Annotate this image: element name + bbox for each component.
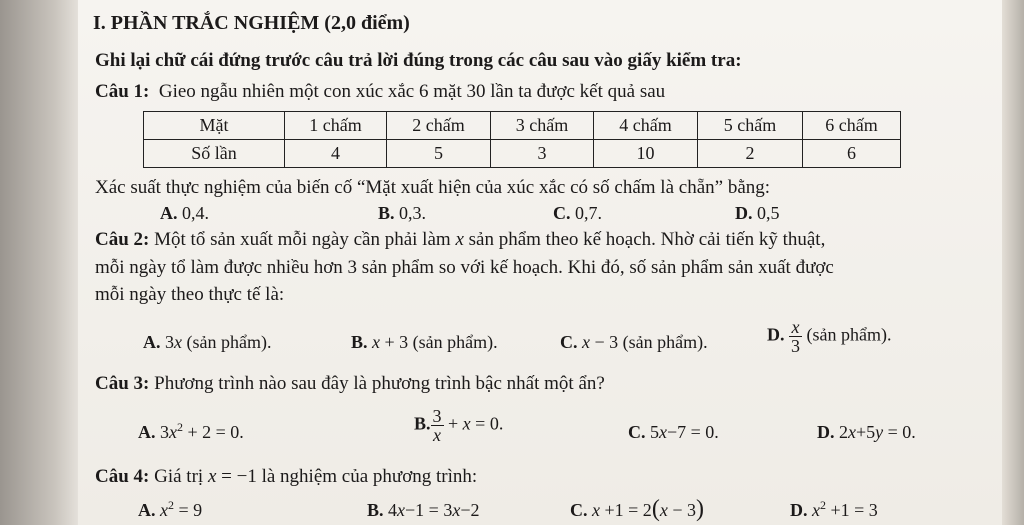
photo-edge-right xyxy=(1002,0,1024,525)
math-exponent: 2 xyxy=(177,420,183,434)
table-row xyxy=(144,140,901,168)
q1-option-b xyxy=(378,202,426,224)
option-letter: D. xyxy=(767,324,785,345)
option-unit: (sản phẩm). xyxy=(806,324,892,345)
math-var: x xyxy=(582,332,590,352)
math-var: x xyxy=(455,229,464,250)
math-expr: +5 xyxy=(856,422,876,442)
table-cell: 4 chấm xyxy=(594,112,698,140)
math-op: + xyxy=(448,413,459,434)
fraction xyxy=(789,318,802,355)
instruction-text: Ghi lại chữ cái đứng trước câu trả lời đúng trong các câu sau vào giấy kiểm tra: xyxy=(95,50,742,71)
question-4-label: Câu 4: xyxy=(95,466,150,487)
math-var: y xyxy=(875,422,884,442)
option-unit: (sản phẩm). xyxy=(622,332,708,352)
table-cell: 2 xyxy=(698,140,803,168)
q4-option-c xyxy=(570,496,704,522)
dice-results-table xyxy=(143,111,901,168)
math-exponent: 2 xyxy=(168,498,174,512)
math-expr: + 2 = 0. xyxy=(187,422,244,442)
fraction-numerator: x xyxy=(789,318,802,337)
math-num: 5 xyxy=(650,422,659,442)
q3-option-c xyxy=(628,421,719,443)
math-expr: −2 xyxy=(460,500,480,520)
question-4 xyxy=(95,466,477,488)
table-header-row xyxy=(144,112,901,140)
question-2-line-1 xyxy=(95,229,825,251)
option-text: 0,5 xyxy=(757,203,780,223)
math-expr: −1 = 3 xyxy=(405,500,453,520)
question-2-line-3: mỗi ngày theo thực tế là: xyxy=(95,284,285,305)
math-expr: = −1 xyxy=(221,466,257,487)
q3-option-d xyxy=(817,421,916,443)
question-2-label: Câu 2: xyxy=(95,229,150,250)
math-num: 3 xyxy=(165,332,174,352)
option-letter: C. xyxy=(553,203,571,223)
q2-option-d xyxy=(767,318,891,355)
math-expr: = 9 xyxy=(178,500,203,520)
math-expr: = 0. xyxy=(887,422,916,442)
option-letter: D. xyxy=(790,500,808,520)
math-paren: ( xyxy=(651,496,660,522)
option-letter: B. xyxy=(367,500,384,520)
question-3-text: Phương trình nào sau đây là phương trình bậc nhất một ẩn? xyxy=(154,373,605,394)
table-cell: 3 xyxy=(491,140,594,168)
math-expr: − 3 xyxy=(672,500,696,520)
photo-edge-left xyxy=(0,0,78,525)
question-1-text: Gieo ngẫu nhiên một con xúc xắc 6 mặt 30 lần ta được kết quả sau xyxy=(158,81,666,102)
fraction-numerator: 3 xyxy=(432,406,442,426)
q4-option-b xyxy=(367,499,479,521)
option-letter: A. xyxy=(160,203,178,223)
math-expr: −7 = 0. xyxy=(667,422,719,442)
section-title: I. PHẦN TRẮC NGHIỆM (2,0 điểm) xyxy=(93,12,410,34)
q1-option-a xyxy=(160,202,209,224)
math-num: 4 xyxy=(388,500,398,520)
fraction-denominator: 3 xyxy=(791,336,800,356)
question-3 xyxy=(95,373,605,395)
fraction xyxy=(431,407,444,444)
math-var: x xyxy=(592,500,600,520)
math-var: x xyxy=(397,500,406,520)
math-var: x xyxy=(462,413,471,434)
table-cell: 6 chấm xyxy=(803,112,901,140)
question-2-text: sản phẩm theo kế hoạch. Nhờ cải tiến kỹ thuật, xyxy=(468,229,826,250)
question-1-label: Câu 1: xyxy=(95,81,150,102)
math-var: x xyxy=(452,500,461,520)
table-cell: 4 xyxy=(285,140,387,168)
q4-option-d xyxy=(790,499,878,521)
math-var: x xyxy=(174,332,182,352)
math-expr: +1 = 2 xyxy=(604,500,652,520)
question-3-label: Câu 3: xyxy=(95,373,150,394)
option-letter: C. xyxy=(560,332,578,352)
table-cell: 1 chấm xyxy=(285,112,387,140)
math-var: x xyxy=(812,500,820,520)
math-var: x xyxy=(207,466,217,487)
option-letter: C. xyxy=(628,422,646,442)
q3-option-b xyxy=(414,407,503,444)
q2-option-c xyxy=(560,331,708,353)
table-cell: 10 xyxy=(594,140,698,168)
option-letter: B. xyxy=(378,203,395,223)
math-num: 2 xyxy=(839,422,848,442)
question-2-line-2: mỗi ngày tổ làm được nhiều hơn 3 sản phẩm so với kế hoạch. Khi đó, số sản phẩm sản xuất được xyxy=(95,257,834,278)
option-letter: B. xyxy=(351,332,368,352)
math-op: + 3 xyxy=(384,332,409,352)
math-paren: ) xyxy=(695,496,704,522)
q1-option-d xyxy=(735,202,780,224)
option-text: 0,4. xyxy=(182,203,209,223)
math-var: x xyxy=(659,422,667,442)
math-var: x xyxy=(848,422,856,442)
option-letter: A. xyxy=(138,422,156,442)
table-cell: 5 xyxy=(387,140,491,168)
math-exponent: 2 xyxy=(820,498,826,512)
option-letter: A. xyxy=(143,332,161,352)
math-var: x xyxy=(659,500,668,520)
fraction-denominator: x xyxy=(433,425,442,445)
question-2-text: Một tổ sản xuất mỗi ngày cần phải làm xyxy=(154,229,451,250)
option-letter: D. xyxy=(735,203,753,223)
q4-option-a xyxy=(138,499,202,521)
table-cell: 6 xyxy=(803,140,901,168)
question-1 xyxy=(95,81,665,103)
table-cell: 5 chấm xyxy=(698,112,803,140)
option-letter: A. xyxy=(138,500,156,520)
table-cell: Mặt xyxy=(144,112,285,140)
question-4-text: Giá trị xyxy=(154,466,204,487)
question-4-text: là nghiệm của phương trình: xyxy=(261,466,478,487)
option-text: 0,7. xyxy=(575,203,602,223)
q2-option-a xyxy=(143,331,271,353)
table-cell: Số lần xyxy=(144,140,285,168)
option-text: 0,3. xyxy=(399,203,427,223)
math-var: x xyxy=(160,500,168,520)
question-1-prompt: Xác suất thực nghiệm của biến cố “Mặt xuất hiện của xúc xắc có số chấm là chẵn” bằng: xyxy=(95,177,771,198)
table-cell: 2 chấm xyxy=(387,112,491,140)
math-var: x xyxy=(169,422,177,442)
option-letter: B. xyxy=(414,413,431,434)
math-expr: = 0. xyxy=(475,413,504,434)
option-letter: C. xyxy=(570,500,588,520)
math-expr: +1 = 3 xyxy=(830,500,878,520)
q2-option-b xyxy=(351,331,498,353)
math-op: − 3 xyxy=(594,332,619,352)
option-unit: (sản phẩm). xyxy=(186,332,272,352)
q3-option-a xyxy=(138,421,244,443)
option-letter: D. xyxy=(817,422,835,442)
q1-option-c xyxy=(553,202,602,224)
table-cell: 3 chấm xyxy=(491,112,594,140)
math-num: 3 xyxy=(160,422,169,442)
math-var: x xyxy=(372,332,381,352)
option-unit: (sản phẩm). xyxy=(412,332,498,352)
